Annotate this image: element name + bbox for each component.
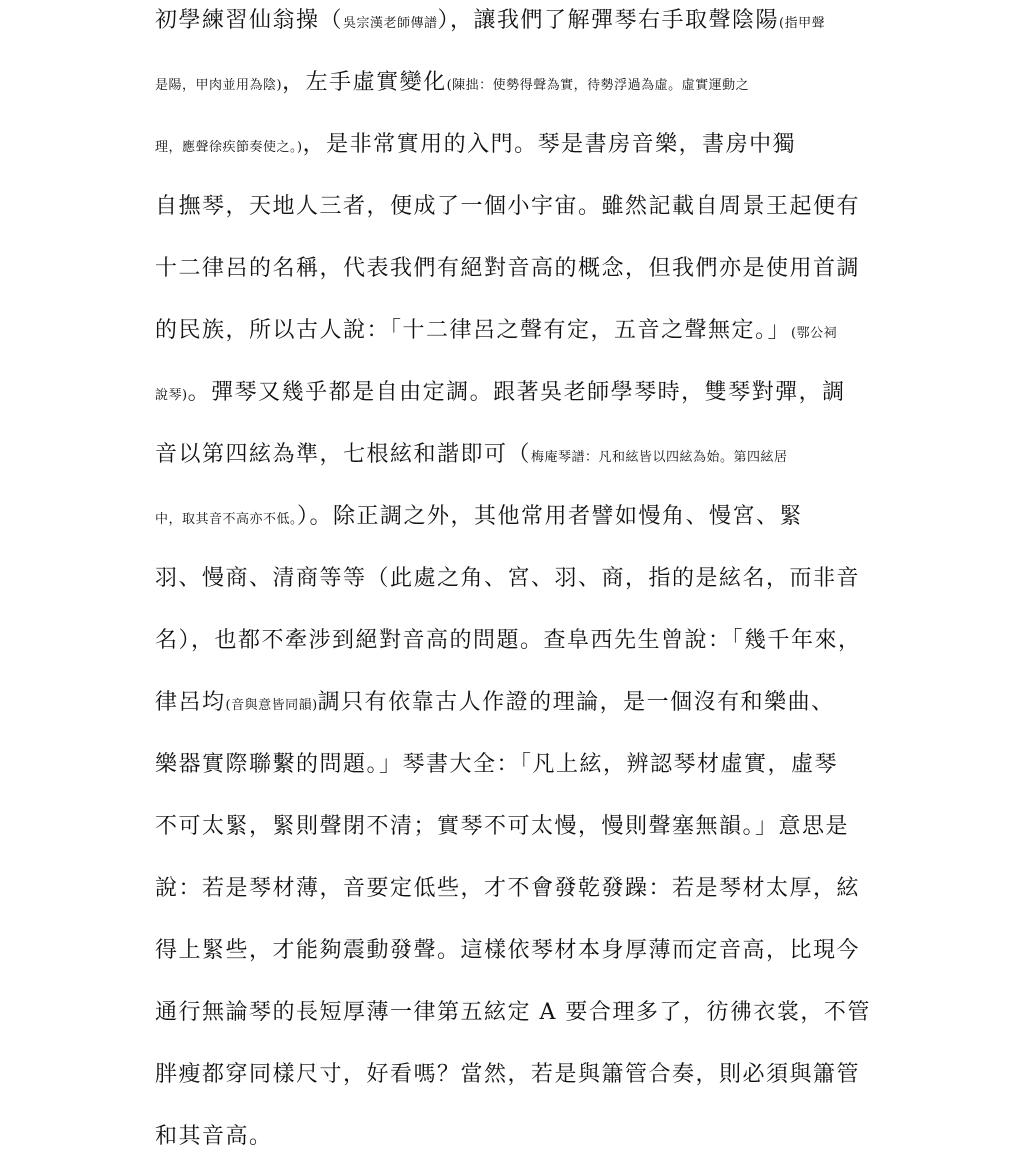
body-text: ）。除正調之外，其他常用者譬如慢角、慢宮、緊 bbox=[297, 504, 804, 529]
annotation-text: 吳宗漢老師傳譜 bbox=[343, 16, 438, 31]
text-line bbox=[155, 254, 860, 284]
text-line bbox=[155, 6, 825, 39]
text-line bbox=[155, 626, 862, 656]
text-line bbox=[155, 812, 849, 842]
body-text: 和其音高。 bbox=[155, 1124, 273, 1149]
text-line bbox=[155, 688, 835, 721]
text-line bbox=[155, 998, 871, 1028]
body-text: 樂器實際聯繫的問題。」琴書大全：「凡上絃，辨認琴材虛實，虛琴 bbox=[155, 752, 839, 777]
text-line bbox=[155, 564, 860, 594]
body-text: ，左手虛實變化 bbox=[282, 70, 447, 95]
body-text: 初學練習仙翁操（ bbox=[155, 8, 344, 33]
body-text: 胖瘦都穿同樣尺寸，好看嗎？當然，若是與簫管合奏，則必須與簫管 bbox=[155, 1062, 861, 1087]
annotation-text: 說琴) bbox=[155, 388, 188, 403]
text-line bbox=[155, 1122, 273, 1152]
body-text: 的民族，所以古人說：「十二律呂之聲有定，五音之聲無定。」 bbox=[155, 318, 792, 343]
text-line bbox=[155, 378, 846, 411]
body-text: 不可太緊，緊則聲閉不清；實琴不可太慢，慢則聲塞無韻。」意思是 bbox=[155, 814, 850, 839]
text-line bbox=[155, 502, 803, 535]
annotation-text: (鄂公祠 bbox=[791, 326, 838, 341]
text-line bbox=[155, 440, 788, 473]
body-text: 通行無論琴的長短厚薄一律第五絃定 A 要合理多了，彷彿衣裳，不管 bbox=[155, 1000, 871, 1025]
text-line bbox=[155, 130, 796, 163]
annotation-text: (音與意皆同韻) bbox=[225, 698, 318, 713]
annotation-text: 理，應聲徐疾節奏使之。) bbox=[155, 140, 303, 155]
annotation-text: 中，取其音不高亦不低。 bbox=[155, 512, 298, 527]
text-line bbox=[155, 874, 860, 904]
body-text: 。彈琴又幾乎都是自由定調。跟著吳老師學琴時，雙琴對彈，調 bbox=[187, 380, 846, 405]
body-text: ，是非常實用的入門。琴是書房音樂，書房中獨 bbox=[302, 132, 797, 157]
body-text: 律呂均 bbox=[155, 690, 226, 715]
body-text: 名），也都不牽涉到絕對音高的問題。查阜西先生曾說：「幾千年來， bbox=[155, 628, 862, 653]
text-line bbox=[155, 192, 860, 222]
annotation-text: (陳拙：使勢得聲為實，待勢浮過為虛。虛實運動之 bbox=[446, 78, 750, 93]
body-text: 得上緊些，才能夠震動發聲。這樣依琴材本身厚薄而定音高，比現今 bbox=[155, 938, 861, 963]
body-text: 羽、慢商、清商等等（此處之角、宮、羽、商，指的是絃名，而非音 bbox=[155, 566, 861, 591]
body-text: ），讓我們了解彈琴右手取聲陰陽 bbox=[437, 8, 780, 33]
body-text: 自撫琴，天地人三者，便成了一個小宇宙。雖然記載自周景王起便有 bbox=[155, 194, 861, 219]
text-line bbox=[155, 1060, 860, 1090]
annotation-text: 梅庵琴譜：凡和絃皆以四絃為始。第四絃居 bbox=[531, 450, 788, 465]
text-line bbox=[155, 316, 837, 349]
text-line bbox=[155, 936, 860, 966]
body-text: 十二律呂的名稱，代表我們有絕對音高的概念，但我們亦是使用首調 bbox=[155, 256, 861, 281]
body-text: 調只有依靠古人作證的理論，是一個沒有和樂曲、 bbox=[317, 690, 835, 715]
body-text: 音以第四絃為準，七根絃和諧即可（ bbox=[155, 442, 532, 467]
body-text: 說：若是琴材薄，音要定低些，才不會發乾發躁：若是琴材太厚，絃 bbox=[155, 876, 861, 901]
annotation-text: (指甲聲 bbox=[779, 16, 826, 31]
text-line bbox=[155, 68, 749, 101]
text-line bbox=[155, 750, 838, 780]
annotation-text: 是陽，甲肉並用為陰) bbox=[155, 78, 283, 93]
